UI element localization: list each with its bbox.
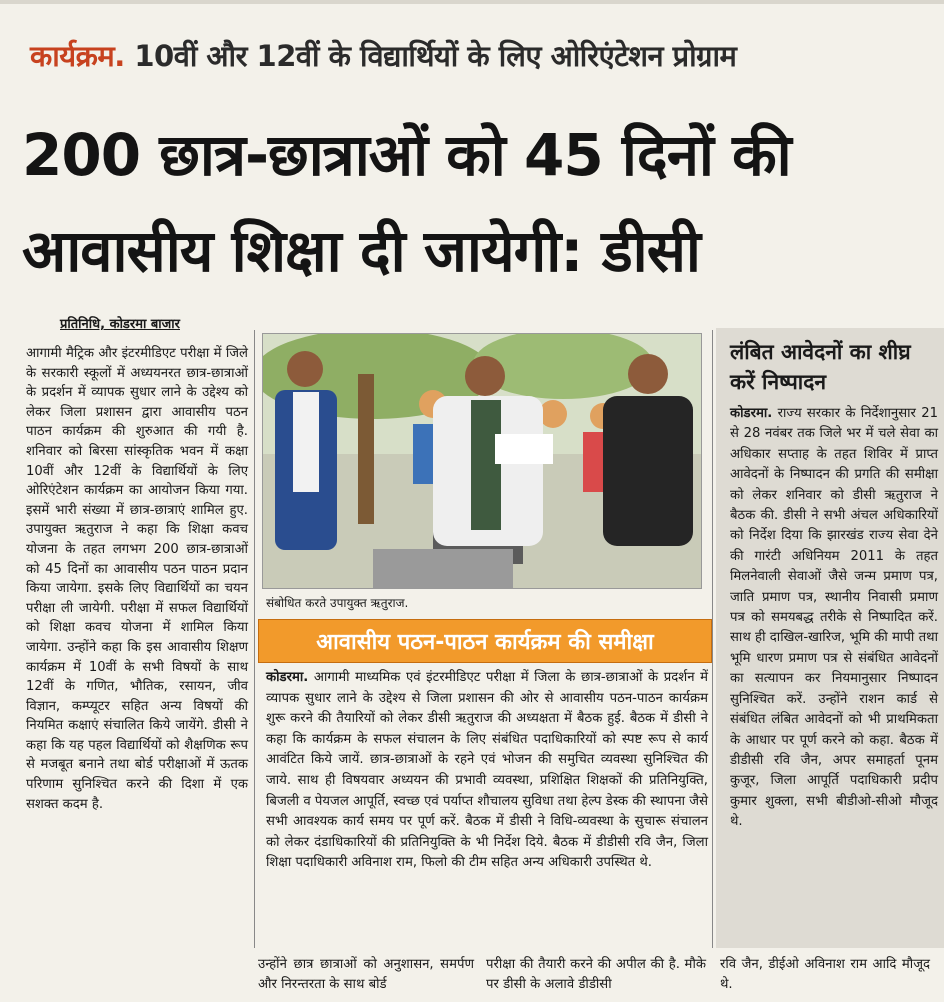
kicker-label: कार्यक्रम — [30, 39, 115, 73]
column-divider — [254, 330, 255, 948]
sidebar-dateline: कोडरमा. — [730, 406, 773, 421]
sidebar-body: राज्य सरकार के निर्देशानुसार 21 से 28 नवंबर तक जिले भर में चले सेवा का अधिकार सप्ताह के तहत शिविर में प्राप्त आवेदनों के निष्पादन की प्रगति की समीक्षा को लेकर शनिवार को डीसी ऋतुराज ने बैठक की. डीसी ने सभी अंचल अधिकारियों को निर्देश दिया कि झारखंड राज्य सेवा देने की गारंटी अधिनियम 2011 के तहत मिलनेवाली सेवाओं जैसे जन्म प्रमाण पत्र, जाति प्रमाण पत्र, स्थानीय निवासी प्रमाण पत्र को समयबद्ध तरीके से निष्पादित करें. साथ ही दाखिल-खारिज, भूमि की मापी तथा भूमि धारण प्रमाण पत्र से संबंधित आवेदनों का सत्यापन कर नियमानुसार निष्पादन सुनिश्चित करें. उन्होंने राशन कार्ड से संबंधित लंबित आवेदनों को भी प्राथमिकता के आधार पर पूर्ण करने को कहा. बैठक में डीडीसी रवि जैन, अपर समाहर्ता पूनम कुजूर, जिला आपूर्ति पदाधिकारी प्रदीप कुमार शुक्ला, सभी बीडीओ-सीओ मौजूद थे. — [730, 406, 938, 830]
sidebar-article — [730, 404, 938, 833]
photo-caption: संबोधित करते उपायुक्त ऋतुराज. — [266, 596, 409, 610]
review-dateline: कोडरमा. — [266, 670, 309, 685]
sidebar-headline: लंबित आवेदनों का शीघ्र करें निष्पादन — [730, 340, 911, 394]
review-body: आगामी माध्यमिक एवं इंटरमीडिएट परीक्षा में जिला के छात्र-छात्राओं के प्रदर्शन में व्यापक सुधार लाने के उद्देश्य से जिला प्रशासन की ओर से आवासीय पठन-पाठन कार्यक्रम शुरू करने की तैयारियों को लेकर डीसी ऋतुराज की अध्यक्षता में बैठक हुई. बैठक में डीसी ने कहा कि कार्यक्रम के सफल संचालन के लिए संबंधित पदाधिकारियों को स्पष्ट रूप से कार्य आवंटित किये जायें. छात्र-छात्राओं के रहने एवं भोजन की समुचित व्यवस्था सुनिश्चित की जाये. साथ ही विषयवार अध्ययन की प्रभावी व्यवस्था, प्रशिक्षित शिक्षकों की प्रतिनियुक्ति, बिजली व पेयजल आपूर्ति, स्वच्छ एवं पर्याप्त शौचालय सुविधा तथा हेल्प डेस्क की स्थापना जैसे सभी आवश्यक कार्य समय पर पूर्ण करें. बैठक में डीसी ने विधि-व्यवस्था के सुचारू संचालन को लेकर दंडाधिकारियों की प्रतिनियुक्ति के भी निर्देश दिये. बैठक में डीडीसी रवि जैन, जिला शिक्षा पदाधिकारी अविनाश राम, फिलो की टीम सहित अन्य अधिकारी उपस्थित थे. — [266, 670, 709, 871]
main-article-column — [26, 344, 248, 814]
byline: प्रतिनिधि, कोडरमा बाजार — [60, 317, 180, 332]
continued-text-2: परीक्षा की तैयारी करने की अपील की है. मौके पर डीसी के अलावे डीडीसी — [486, 957, 706, 992]
column-divider — [712, 330, 713, 948]
news-photo — [262, 333, 702, 589]
continued-text-3: रवि जैन, डीईओ अविनाश राम आदि मौजूद थे. — [720, 957, 930, 992]
review-article — [266, 668, 708, 874]
photo-illustration — [263, 334, 701, 588]
top-rule — [0, 0, 944, 4]
kicker — [30, 36, 930, 75]
kicker-text: 10वीं और 12वीं के विद्यार्थियों के लिए ओरिएंटेशन प्रोग्राम — [134, 39, 737, 73]
kicker-dot: . — [114, 39, 135, 73]
continued-text-1: उन्होंने छात्र छात्राओं को अनुशासन, समर्पण और निरन्तरता के साथ बोर्ड — [258, 957, 474, 992]
review-subhead — [258, 619, 712, 663]
headline-line-1: 200 छात्र-छात्राओं को 45 दिनों की — [22, 121, 791, 189]
review-subhead-text: आवासीय पठन-पाठन कार्यक्रम की समीक्षा — [316, 630, 654, 655]
main-article-body: आगामी मैट्रिक और इंटरमीडिएट परीक्षा में जिले के सरकारी स्कूलों में अध्ययनरत छात्र-छात्राओं के प्रदर्शन में व्यापक सुधार लाने के उद्देश्य को लेकर जिला प्रशासन द्वारा आवासीय पठन पाठन कार्यक्रम की शुरुआत की गयी है. शनिवार को बिरसा सांस्कृतिक भवन में कक्षा 10वीं और 12वीं के विद्यार्थियों के लिए ओरिएंटेशन कार्यक्रम का आयोजन किया गया. इसमें भारी संख्या में छात्र-छात्राएं शामिल हुए. उपायुक्त ऋतुराज ने कहा कि शिक्षा कवच योजना के तहत लगभग 200 छात्र-छात्राओं को 45 दिनों का आवासीय पठन पाठन प्रदान किया जायेगा. इसके लिए विद्यार्थियों का चयन परीक्षा ली जायेगी. परीक्षा में सफल विद्यार्थियों को शिक्षा कवच योजना में शामिल किया जायेगा. उन्होंने कहा कि इस आवासीय शिक्षण कार्यक्रम में 10वीं के सभी विषयों के साथ 12वीं के गणित, भौतिक, रसायन, जीव विज्ञान, कम्प्यूटर सहित अन्य विषयों की नियमित कक्षाएं संचालित किये जायेंगे. डीसी ने कहा कि यह पहल विद्यार्थियों को शैक्षणिक रूप से मजबूत बनाने तथा बोर्ड परीक्षाओं में ऊतक परिणाम सुनिश्चित करने की दिशा में एक सशक्त कदम है. — [26, 346, 248, 812]
headline-line-2: आवासीय शिक्षा दी जायेगी: डीसी — [22, 217, 700, 285]
